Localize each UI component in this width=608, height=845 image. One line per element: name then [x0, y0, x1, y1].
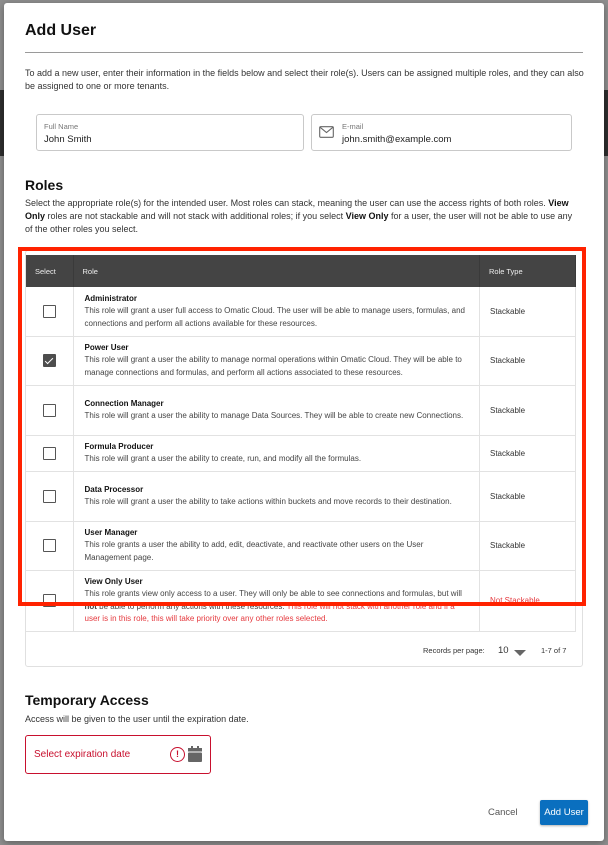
email-value[interactable]: john.smith@example.com: [342, 134, 452, 145]
pagination-range: 1-7 of 7: [541, 646, 567, 655]
table-row: [26, 385, 576, 435]
checkbox-connection-manager[interactable]: [43, 404, 56, 417]
role-type: Stackable: [480, 385, 576, 435]
role-description: This role grants view only access to a user. They will only be able to see connections and formulas, but will not be able to perform any actions with these resources. This role will not stack with another role and if a user is in this role, this will take priority over any other roles selected.: [84, 589, 462, 623]
roles-heading: Roles: [25, 177, 64, 193]
role-type: Stackable: [480, 435, 576, 471]
role-type: Stackable: [480, 471, 576, 521]
email-field[interactable]: [311, 114, 572, 151]
temporary-access-heading: Temporary Access: [25, 692, 149, 708]
checkbox-formula-producer[interactable]: [43, 447, 56, 460]
role-description: This role grants a user the ability to add, edit, deactivate, and reactivate other users on the User Management page.: [84, 540, 424, 562]
cancel-button[interactable]: Cancel: [482, 803, 524, 822]
column-header-role: Role: [73, 255, 480, 287]
mail-icon: [319, 126, 334, 138]
chevron-down-icon[interactable]: [514, 650, 526, 656]
email-label: E-mail: [342, 122, 364, 131]
temporary-access-description: Access will be given to the user until the expiration date.: [25, 714, 249, 724]
table-row: [26, 570, 576, 631]
role-name: Administrator: [84, 293, 137, 303]
role-name: Power User: [84, 342, 129, 352]
role-description: This role will grant a user the ability to take actions within buckets and move records to their destination.: [84, 497, 452, 506]
role-type: Stackable: [480, 521, 576, 570]
table-row: [26, 435, 576, 471]
role-description: This role will grant a user the ability to create, run, and modify all the formulas.: [84, 454, 362, 463]
expiration-date-placeholder: Select expiration date: [34, 749, 131, 760]
role-name: View Only User: [84, 576, 143, 586]
checkbox-power-user[interactable]: [43, 354, 56, 367]
column-header-role-type: Role Type: [480, 255, 576, 287]
column-header-select: Select: [26, 255, 73, 287]
dialog-intro: To add a new user, enter their information in the fields below and select their role(s). Users can be assigned multiple roles, and they can also be assigned to one or more tenants.: [25, 68, 584, 91]
roles-description: Select the appropriate role(s) for the intended user. Most roles can stack, meaning the user can use the access rights of both roles. View Only roles are not stackable and will not stack with additional roles; if you select View Only for a user, the user will not be able to use any of the other roles you select.: [25, 198, 573, 234]
title-divider: [25, 52, 583, 53]
role-name: Data Processor: [84, 484, 144, 494]
records-per-page-select[interactable]: 10: [498, 645, 509, 656]
role-type: Stackable: [480, 287, 576, 336]
role-description: This role will grant a user the ability to manage normal operations within Omatic Cloud. They will be able to manage connections and formulas, and perform all actions associated to these resources.: [84, 355, 462, 377]
checkbox-view-only-user[interactable]: [43, 594, 56, 607]
non-stack-warning: This role will not stack with another role and if a user is in this role, this will take priority over any other roles selected.: [84, 601, 455, 623]
full-name-value[interactable]: John Smith: [44, 134, 92, 145]
table-row: [26, 521, 576, 570]
role-name: Connection Manager: [84, 398, 164, 408]
expiration-date-field[interactable]: [25, 735, 211, 774]
add-user-button[interactable]: Add User: [540, 800, 588, 825]
role-description: This role will grant a user full access to Omatic Cloud. The user will be able to manage users, formulas, and connections and perform all actions available for these resources.: [84, 306, 465, 328]
table-row: [26, 287, 576, 336]
checkbox-data-processor[interactable]: [43, 490, 56, 503]
role-name: Formula Producer: [84, 441, 154, 451]
checkbox-user-manager[interactable]: [43, 539, 56, 552]
records-per-page-label: Records per page:: [423, 646, 485, 655]
calendar-icon[interactable]: [188, 746, 202, 762]
dialog-title: Add User: [25, 22, 97, 39]
role-description: This role will grant a user the ability to manage Data Sources. They will be able to create new Connections.: [84, 411, 464, 420]
table-row: [26, 471, 576, 521]
roles-table: [26, 255, 576, 632]
error-icon: !: [170, 747, 185, 762]
table-row: [26, 336, 576, 385]
checkbox-administrator[interactable]: [43, 305, 56, 318]
full-name-label: Full Name: [44, 122, 79, 131]
add-user-dialog: [4, 3, 604, 841]
table-header-row: [26, 255, 576, 287]
full-name-field[interactable]: [36, 114, 304, 151]
role-type: Not Stackable: [480, 570, 576, 631]
role-name: User Manager: [84, 527, 138, 537]
role-type: Stackable: [480, 336, 576, 385]
